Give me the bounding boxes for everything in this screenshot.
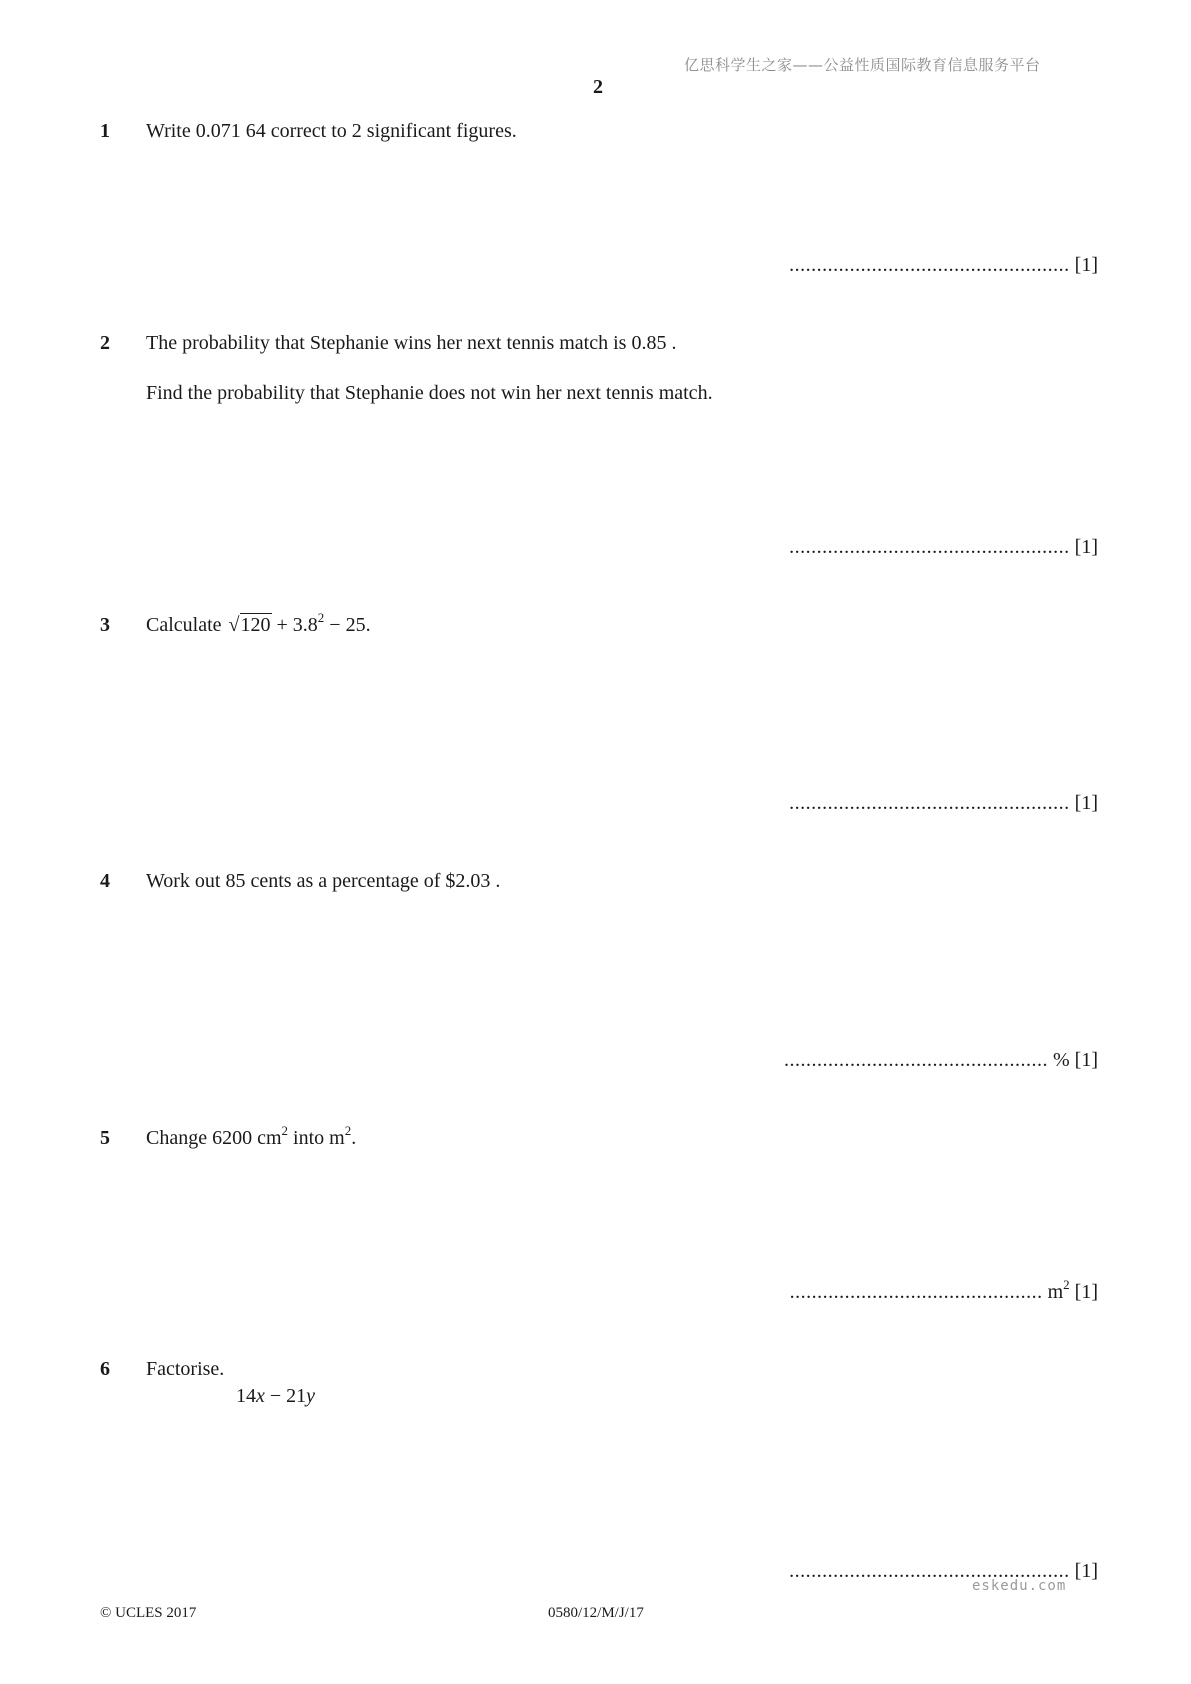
answer-line[interactable]	[789, 792, 1098, 815]
answer-dots: ...................................................	[789, 1560, 1070, 1582]
watermark-footer: eskedu.com	[972, 1578, 1067, 1594]
answer-dots: ..............................................	[789, 1281, 1043, 1303]
question-text: Work out 85 cents as a percentage of $2.03 .	[146, 870, 501, 892]
page-number: 2	[593, 76, 603, 98]
question-text	[146, 1123, 357, 1150]
sqrt-argument: 120	[240, 614, 271, 636]
variable: x	[256, 1385, 265, 1407]
marks-label: [1]	[1074, 792, 1098, 814]
question-number: 2	[100, 332, 110, 354]
question-text: Write 0.071 64 correct to 2 significant figures.	[146, 120, 517, 142]
question-text: Factorise.	[146, 1358, 225, 1380]
question-text	[146, 610, 371, 637]
copyright: © UCLES 2017	[100, 1605, 197, 1621]
answer-dots: ................................................	[784, 1049, 1049, 1071]
exponent: 2	[344, 1123, 352, 1138]
exponent: 2	[317, 610, 325, 625]
marks-label: [1]	[1074, 1281, 1098, 1303]
answer-line[interactable]	[789, 1277, 1098, 1304]
answer-line[interactable]	[784, 1049, 1098, 1072]
answer-dots: ...................................................	[789, 254, 1070, 276]
watermark-header: 亿思科学生之家——公益性质国际教育信息服务平台	[684, 56, 1041, 74]
square-root: √120	[228, 614, 271, 636]
question-prefix: Calculate	[146, 614, 222, 636]
question-text-part: into m	[288, 1127, 345, 1149]
variable: y	[306, 1385, 316, 1407]
answer-line[interactable]	[789, 254, 1098, 277]
marks-label: % [1]	[1053, 1049, 1098, 1071]
question-text: The probability that Stephanie wins her next tennis match is 0.85 .	[146, 332, 677, 354]
question-number: 3	[100, 614, 110, 636]
exponent: 2	[281, 1123, 289, 1138]
question-number: 4	[100, 870, 110, 892]
expression-part: + 3.8	[276, 614, 318, 636]
marks-label: [1]	[1074, 254, 1098, 276]
paper-code: 0580/12/M/J/17	[548, 1605, 644, 1621]
question-number: 6	[100, 1358, 110, 1380]
expression-tail: − 25.	[329, 614, 371, 636]
marks-label: [1]	[1074, 1560, 1098, 1582]
expression-part: − 21	[264, 1385, 307, 1407]
answer-dots: ...................................................	[789, 536, 1070, 558]
question-number: 1	[100, 120, 110, 142]
question-text-part: Change 6200 cm	[146, 1127, 282, 1149]
marks-label: [1]	[1074, 536, 1098, 558]
answer-dots: ...................................................	[789, 792, 1070, 814]
exponent: 2	[1063, 1277, 1070, 1292]
question-text-part: .	[351, 1127, 357, 1149]
answer-line[interactable]	[789, 536, 1098, 559]
math-expression	[236, 1385, 315, 1408]
expression-part: 14	[236, 1385, 256, 1407]
question-number: 5	[100, 1127, 110, 1149]
question-text-secondary: Find the probability that Stephanie does not win her next tennis match.	[146, 382, 713, 404]
answer-unit: m	[1047, 1281, 1064, 1303]
